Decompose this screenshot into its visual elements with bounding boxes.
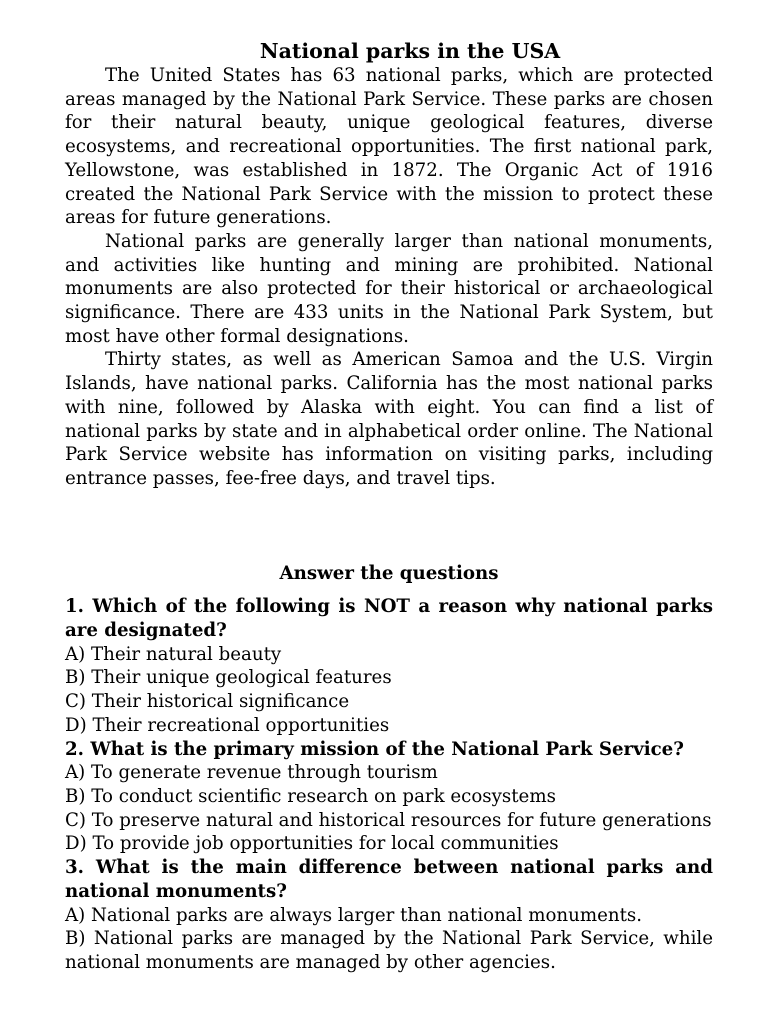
- questions-heading: Answer the questions: [279, 562, 499, 584]
- q2-option-a: A) To generate revenue through tourism: [65, 762, 438, 784]
- section-spacer: [65, 491, 713, 562]
- question-block-1: [65, 595, 713, 737]
- q1-option-c: C) Their historical significance: [65, 691, 350, 713]
- q1-option-a: A) Their natural beauty: [65, 643, 282, 665]
- question-2: 2. What is the primary mission of the National Park Service?: [65, 738, 684, 760]
- document-title: National parks in the USA: [259, 39, 561, 63]
- q1-option-b: B) Their unique geological features: [65, 667, 392, 689]
- question-1: 1. Which of the following is NOT a reason why national parks are designated?: [65, 596, 713, 642]
- q3-option-a: A) National parks are always larger than national monuments.: [65, 904, 643, 926]
- q2-option-b: B) To conduct scientific research on park ecosystems: [65, 785, 556, 807]
- q3-option-b: B) National parks are managed by the National Park Service, while national monuments are managed by other agencies.: [65, 928, 713, 973]
- q1-option-d: D) Their recreational opportunities: [65, 714, 390, 736]
- document-page: [65, 38, 713, 975]
- question-3: 3. What is the main difference between national parks and national monuments?: [65, 857, 713, 902]
- paragraph-3: Thirty states, as well as American Samoa and the U.S. Virgin Islands, have national parks. California has the most national parks with nine, followed by Alaska with eight. You can find a list of national parks by state and in alphabetical order online. The National Park Service website has information on visiting parks, including entrance passes, fee-free days, and travel tips.: [65, 349, 713, 489]
- q2-option-d: D) To provide job opportunities for local communities: [65, 833, 559, 855]
- q2-option-c: C) To preserve natural and historical resources for future generations: [65, 809, 712, 831]
- question-block-2: [65, 738, 713, 857]
- paragraph-2: National parks are generally larger than national monuments, and activities like hunting and mining are prohibited. National monuments are also protected for their historical or archaeological significance. There are 433 units in the National Park System, but most have other formal designations.: [65, 230, 713, 347]
- paragraph-1: The United States has 63 national parks, which are protected areas managed by the National Park Service. These parks are chosen for their natural beauty, unique geological features, diverse ecosystems, and recreational opportunities. The first national park, Yellowstone, was established in 1872. The Organic Act of 1916 created the National Park Service with the mission to protect these areas for future generations.: [65, 65, 713, 229]
- question-block-3: [65, 856, 713, 975]
